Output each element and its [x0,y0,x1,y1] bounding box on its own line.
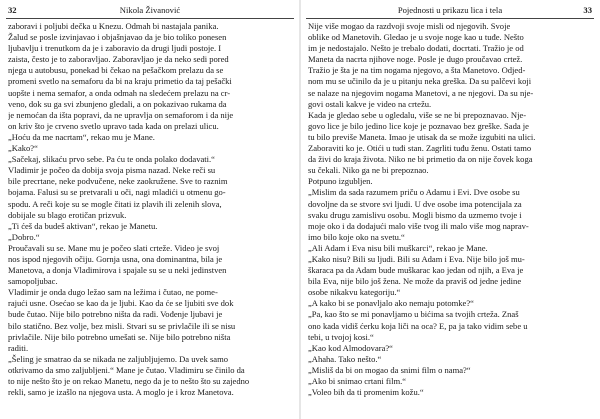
right-page-body [306,21,594,398]
running-header-author: Nikola Živanović [119,5,181,15]
page-number: 32 [8,5,17,15]
text-line: on kriv što je crveno svetlo upravo tada kada on prelazi ulicu. [8,120,219,131]
text-line: je nemoćan da išta popravi, da ne upravlja on semaforom i da nije [8,109,234,120]
text-line: Tražio je šta je na tim nogama njegovo, a šta Manetovo. Odjed- [308,65,526,76]
text-line: Vladimir je onda dugo ležao sam na ležima i čutao, ne pome- [8,287,218,298]
text-line: rekli, samo je izašlo na njegova usta. A moglo je i kroz Manetova. [8,387,234,398]
text-line: „Ti ćeš da budeš aktivan“, rekao je Manetu. [8,220,158,231]
text-line: osobe nikakvu kategoriju.“ [308,287,401,298]
text-line: „Šeling je smatrao da se nikada ne zaljubljujemo. Da uvek samo [8,353,229,364]
text-line: moje oko i da dodajući malo više tvog ili malo više mog naprav- [308,220,529,231]
text-line: Potpuno izgubljen. [308,176,373,187]
text-line: „Ahaha. Tako nešto.“ [308,353,382,364]
text-line: da živi do kraja života. Niko ne bi primetio da on nije čovek koga [308,154,533,165]
text-line: se nalaze na njegovim nogama Manetovi, a ne njegovi. Da su nje- [308,87,534,98]
text-line: „Dobro.“ [8,231,40,242]
text-line: oblike od Manetovih. Gledao je u svoje noge kao u tuđe. Nešto [308,32,524,43]
text-line: to nije nešto što je on rekao Manetu, nego da je to nešto što su zajedno [8,376,250,386]
text-line: dovoljne da se stvore svi ljudi. U dve osobe ima potencijala za [308,198,522,209]
text-line: Kada je gledao sebe u ogledalu, više se ne bi prepoznavao. Nje- [308,109,527,120]
text-line: su čekali. Niko ga ne bi prepoznao. [308,165,429,176]
text-line: Nije više mogao da razdvoji svoje misli od njegovih. Svoje [308,21,511,31]
text-line: govo lice je bilo jedino lice koje je poznavao bez greške. Sada je [308,120,529,131]
text-line: otkrivamo da smo zaljubljeni.“ Mane je čutao. Vladimiru se činilo da [8,364,245,375]
text-line: bila Eva, nije bilo još žena. Ne može da praviš od jedne jedine [308,276,522,287]
header-rule [6,18,294,19]
text-line: bojama. Falusi su se pretvarali u oči, nagi mladići u otmenu go- [8,187,226,198]
text-line: Vladimir je počeo da dobija svoja pisma nazad. Neke reči su [8,165,216,176]
header-rule [306,18,594,19]
text-line: Zaboraviti ko je. Otići u tuđi stan. Zagrliti tuđu ženu. Ostati tamo [308,143,532,154]
text-line: nos ispod njegovih očiju. Gornja usna, ona dominantna, bila je [8,253,223,264]
text-line: ono kada vidiš ćerku koja liči na oca? E, pa ja tako vidim sebe u [308,320,528,331]
text-line: govi ostali kakve je video na crtežu. [308,98,432,109]
text-line: bile precrtane, neke podvučene, neke zaokružene. Sve to raznim [8,176,228,187]
text-line: privlačile. Nije bilo potrebno umešati se. Nije bilo potrebno ništa [8,331,231,342]
text-line: bude čutao. Nije bilo potrebno ništa da radi. Vođenje ljubavi je [8,309,223,320]
text-line: tu bilo previše Maneta. Imao je utisak da se može izgubiti na ulici. [308,131,536,142]
text-line: zaboravi i poljubi dečka u Knezu. Odmah bi nastajala panika. [8,21,219,31]
text-line: „Kao kod Almodovara?“ [308,342,393,353]
text-line: raditi. [8,342,29,353]
text-line: „Kako?“ [8,143,38,154]
text-line: „Hoću da me nacrtam“, rekao mu je Mane. [8,131,155,142]
text-line: zaista, često je to zaboravljao. Zaboravljao je da neko sedi pored [8,54,229,65]
text-line: „Sačekaj, slikaću prvo sebe. Pa ću te onda polako dodavati.“ [8,154,215,165]
text-line: Maneta da nacrta njihove noge. Posle je dugo proučavao crtež. [308,54,523,65]
page-number: 33 [583,5,592,15]
text-line: svaku drugu zamislivu osobu. Mogli bismo da uzmemo tvoje i [308,209,522,220]
text-line: samopoljubac. [8,276,58,287]
right-page-header [306,3,594,18]
left-page [6,0,294,419]
right-page [306,0,594,419]
text-line: promeni svetlo na semaforu da bi na kraju primetio da taj pešački [8,76,232,87]
text-line: Manetova, a donja Vladimirova i spajale su se u neki jedinstven [8,265,227,276]
book-gutter [299,0,301,419]
text-line: „Voleo bih da ti promenim kožu.“ [308,387,424,398]
text-line: „Pa, kao što se mi ponavljamo u bićima sa tvojih crteža. Znaš [308,309,519,320]
text-line: uopšte i nema semafor, a onda odmah na sledećem prelazu na cr- [8,87,231,98]
text-line: im je nedostajalo. Nešto je trebalo dodati, docrtati. Tražio je od [308,43,524,54]
text-line: rajući usne. Osećao se kao da je ljubi. Kao da će se ljubiti sve dok [8,298,234,309]
left-page-body [6,21,294,398]
text-line: veno, dok su ga svi zbunjeno gledali, a on pokazivao rukama da [8,98,227,109]
text-line: „Ali Adam i Eva nisu bili muškarci“, rekao je Mane. [308,242,488,253]
text-line: spodu. A reči koje su se mogle čitati iz plavih ili zelenih slova, [8,198,222,209]
text-line: ljubavlju i trenutkom da je i zaboravio da drugi ljudi postoje. I [8,43,222,54]
left-page-header [6,3,294,18]
text-line: Proučavali su se. Mane mu je počeo slati crteže. Video je svoj [8,242,220,253]
text-line: Žalud se posle izvinjavao i objašnjavao da je bio toliko ponesen [8,32,227,43]
text-line: „Ako bi snimao crtani film.“ [308,376,407,386]
text-line: nom mu se učinilo da je u pitanju neka greška. Da su palčevi koji [308,76,532,87]
running-header-title: Pojednosti u prikazu lica i tela [397,5,503,15]
text-line: njega u autobusu, ponekad bi čekao na pešačkom prelazu da se [8,65,224,76]
text-line: „Mislim da sada razumem priču o Adamu i Evi. Dve osobe su [308,187,520,198]
text-line: „Misliš da bi on mogao da snimi film o nama?“ [308,364,471,375]
text-line: tebi, u tvojoj kosi.“ [308,331,374,342]
text-line: škaraca pa da Adam bude muškarac kao jedan od njih, a Eva je [308,265,524,276]
text-line: bilo statično. Bez volje, bez misli. Stvari su se privlačile ili se nisu [8,320,236,331]
text-line: „Kako nisu? Bili su ljudi. Bili su Adam i Eva. Nije bilo još mu- [308,253,525,264]
text-line: dobijale su blago erotičan prizvuk. [8,209,127,220]
text-line: imo bilo koje oko na svetu.“ [308,231,405,242]
text-line: „A kako bi se ponavljalo ako nemaju potomke?“ [308,298,474,309]
